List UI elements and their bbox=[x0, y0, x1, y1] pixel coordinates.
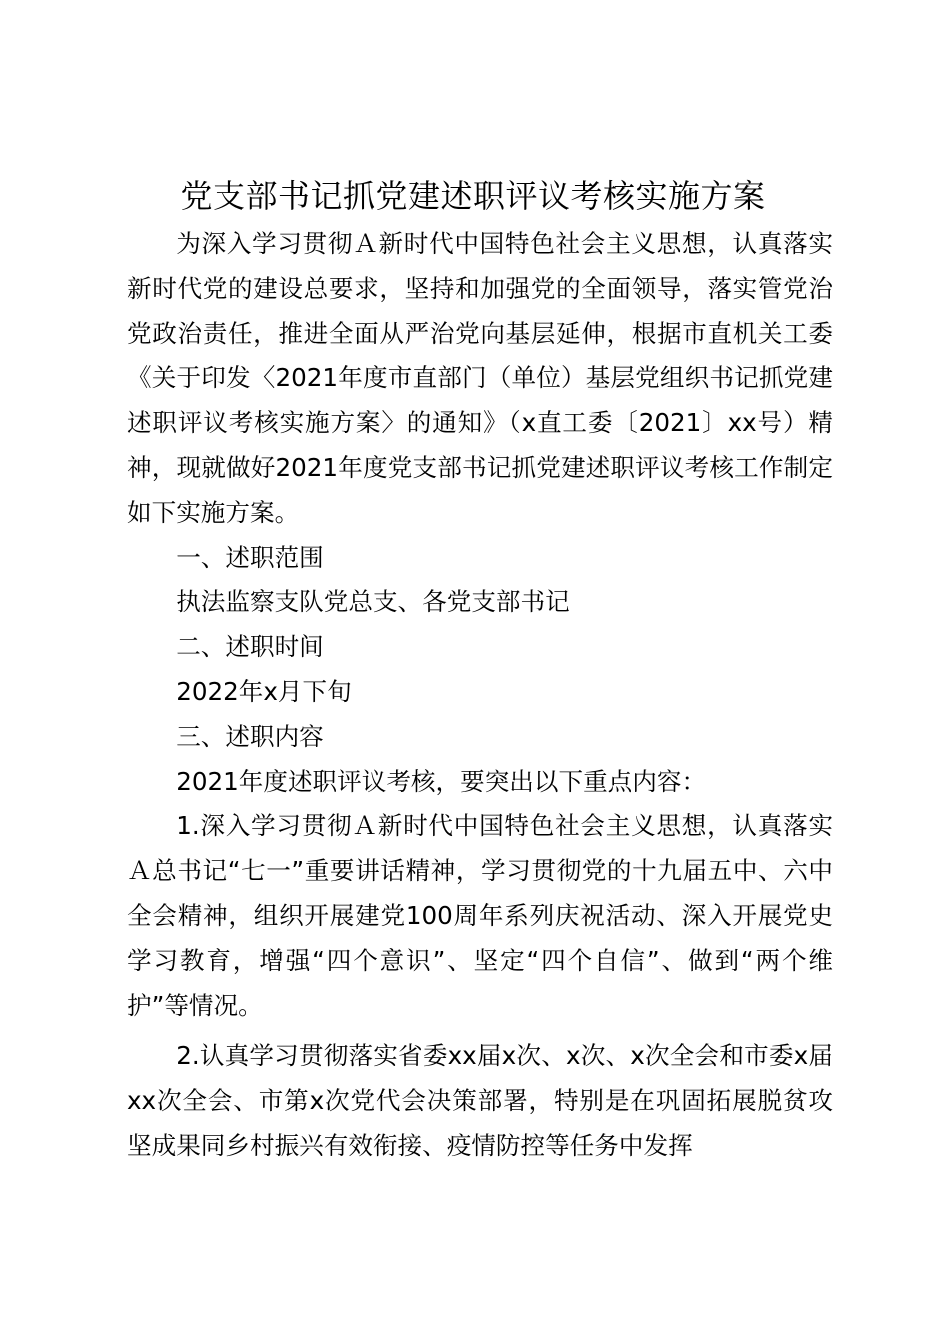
time-text: 2022年x月下旬 bbox=[176, 676, 352, 706]
document-title: 党支部书记抓党建述职评议考核实施方案 bbox=[180, 177, 766, 215]
section-heading-scope: 一、述职范围 bbox=[176, 542, 324, 572]
scope-text: 执法监察支队党总支、各党支部书记 bbox=[176, 587, 570, 617]
intro-paragraph: 为深入学习贯彻Ａ新时代中国特色社会主义思想，认真落实新时代党的建设总要求，坚持和加强党的全面领导，落实管党治党政治责任，推进全面从严治党向基层延伸，根据市直机关工委《关于印发〈2021年度市直部门（单位）基层党组织书记抓党建述职评议考核实施方案〉的通知》（x直工委〔2021〕xx号）精神，现就做好2021年度党支部书记抓党建述职评议考核工作制定如下实施方案。 bbox=[127, 229, 833, 527]
content-item-2: 2.认真学习贯彻落实省委xx届x次、x次、x次全会和市委x届xx次全会、市第x次党代会决策部署，特别是在巩固拓展脱贫攻坚成果同乡村振兴有效衔接、疫情防控等任务中发挥 bbox=[127, 1041, 833, 1160]
content-intro-text: 2021年度述职评议考核，要突出以下重点内容： bbox=[176, 766, 707, 796]
section-heading-time: 二、述职时间 bbox=[176, 632, 324, 662]
document-page bbox=[127, 170, 833, 1169]
content-item-1: 1.深入学习贯彻Ａ新时代中国特色社会主义思想，认真落实Ａ总书记“七一”重要讲话精神，学习贯彻党的十九届五中、六中全会精神，组织开展建党100周年系列庆祝活动、深入开展党史学习教育，增强“四个意识”、坚定“四个自信”、做到“两个维护”等情况。 bbox=[127, 811, 833, 1020]
section-heading-content: 三、述职内容 bbox=[176, 721, 324, 751]
